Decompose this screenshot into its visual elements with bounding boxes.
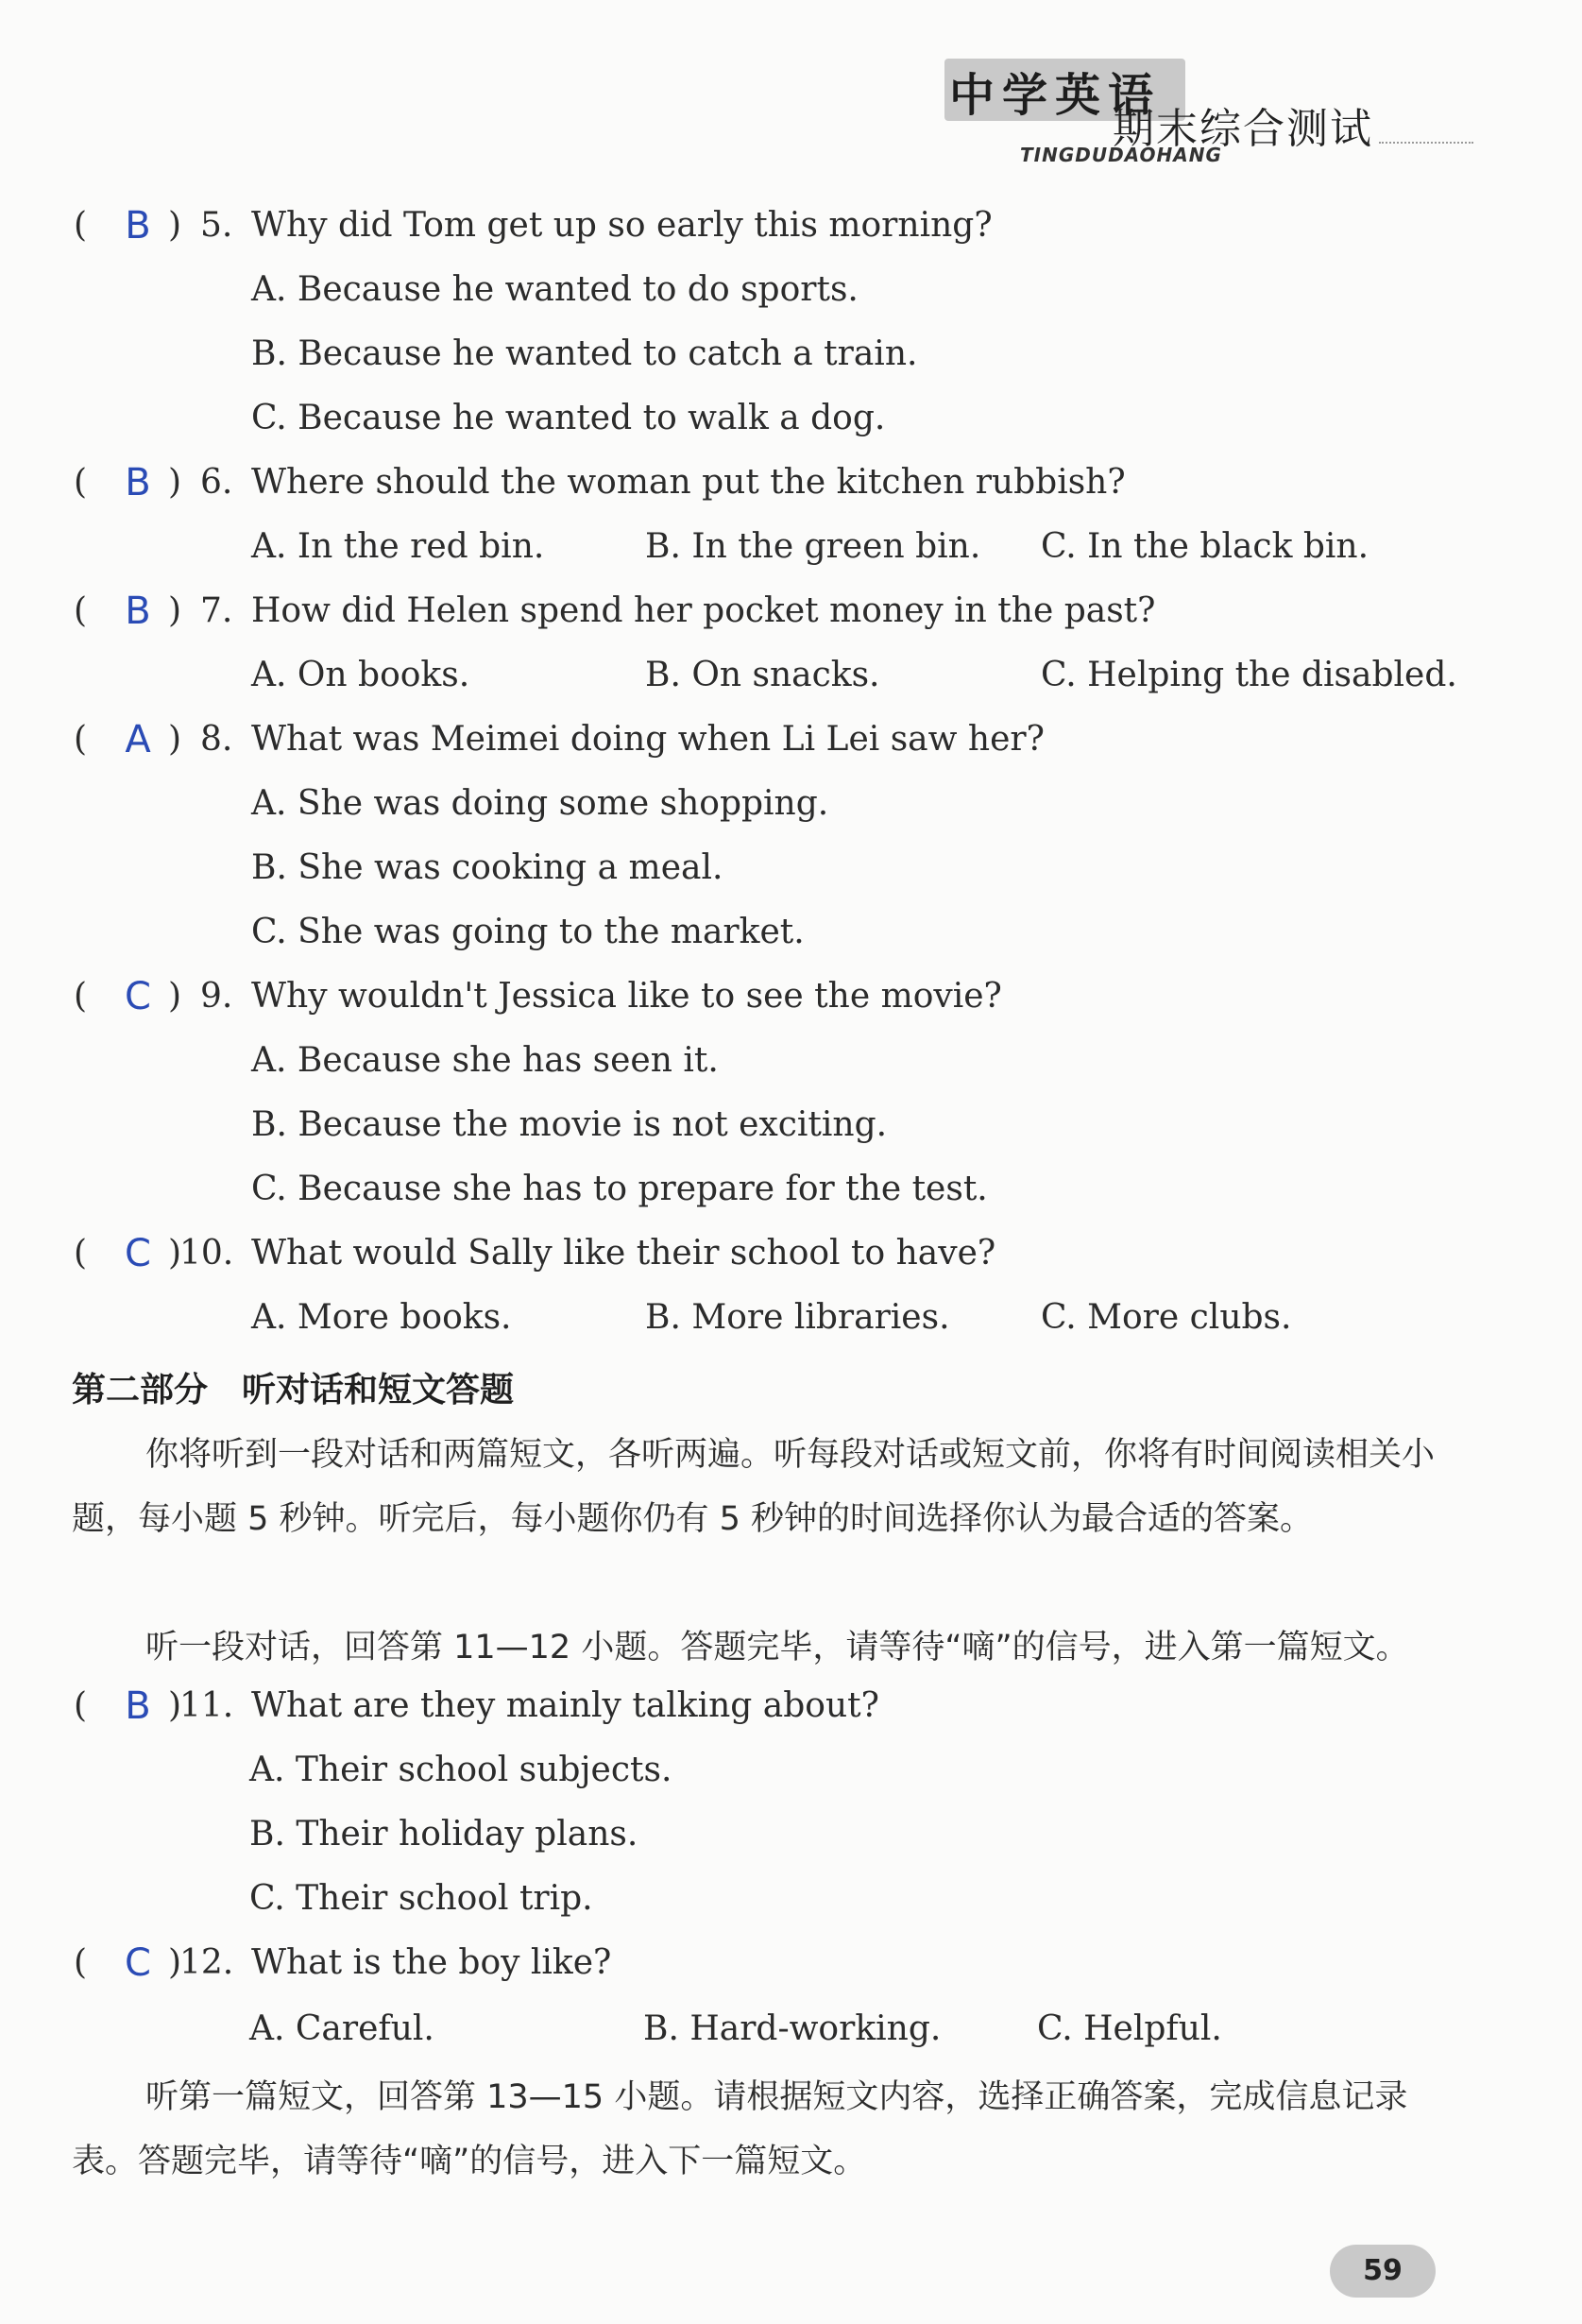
option-c: C. Helping the disabled. xyxy=(1041,656,1457,694)
question-number: 10. xyxy=(179,1234,234,1273)
question-text: Why did Tom get up so early this morning? xyxy=(251,206,993,245)
dialog-instruction: 听一段对话，回答第 11—12 小题。答题完毕，请等待“嘀”的信号，进入第一篇短文。 xyxy=(145,1629,1409,1666)
answer-mark: A xyxy=(125,718,151,761)
header-pinyin: TINGDUDAOHANG xyxy=(1020,144,1222,166)
question-text: Where should the woman put the kitchen rubbish? xyxy=(251,463,1126,502)
question-number: 7. xyxy=(200,591,233,630)
option-c: C. More clubs. xyxy=(1041,1298,1292,1337)
question-text: How did Helen spend her pocket money in the past? xyxy=(251,591,1156,630)
option-c: C. She was going to the market. xyxy=(251,913,805,951)
page-number: 59 xyxy=(1363,2254,1403,2287)
answer-mark: B xyxy=(125,590,151,633)
question-number: 9. xyxy=(200,977,233,1016)
option-b: B. Because he wanted to catch a train. xyxy=(251,334,918,373)
header-subtitle: 期末综合测试 xyxy=(1113,105,1373,153)
option-a: A. Careful. xyxy=(249,2009,434,2048)
option-c: C. Helpful. xyxy=(1037,2009,1222,2048)
option-b: B. In the green bin. xyxy=(645,527,981,566)
option-a: A. Because he wanted to do sports. xyxy=(251,270,859,309)
section-title: 第二部分 听对话和短文答题 xyxy=(72,1371,515,1410)
question-text: What was Meimei doing when Li Lei saw her? xyxy=(251,720,1045,759)
passage-instruction: 听第一篇短文，回答第 13—15 小题。请根据短文内容，选择正确答案，完成信息记录表。答题完毕，请等待“嘀”的信号，进入下一篇短文。 xyxy=(72,2078,1408,2180)
answer-mark: B xyxy=(125,461,151,504)
question-number: 8. xyxy=(200,720,233,759)
option-c: C. In the black bin. xyxy=(1041,527,1369,566)
option-c: C. Because she has to prepare for the test. xyxy=(251,1170,988,1208)
option-b: B. On snacks. xyxy=(645,656,880,694)
question-text: What would Sally like their school to have? xyxy=(251,1234,996,1273)
question-text: Why wouldn't Jessica like to see the movie? xyxy=(251,977,1002,1016)
question-text: What is the boy like? xyxy=(251,1943,612,1982)
question-text: What are they mainly talking about? xyxy=(251,1686,879,1725)
option-a: A. Their school subjects. xyxy=(249,1751,672,1789)
answer-mark: C xyxy=(125,975,151,1018)
answer-mark: C xyxy=(125,1232,151,1275)
option-c: C. Because he wanted to walk a dog. xyxy=(251,399,886,437)
option-a: A. She was doing some shopping. xyxy=(251,784,829,823)
header-dotted-line xyxy=(1379,142,1473,144)
option-b: B. Because the movie is not exciting. xyxy=(251,1105,888,1144)
option-b: B. More libraries. xyxy=(645,1298,950,1337)
option-c: C. Their school trip. xyxy=(249,1879,593,1918)
question-number: 11. xyxy=(179,1686,234,1725)
answer-mark: B xyxy=(125,204,151,248)
option-a: A. In the red bin. xyxy=(251,527,545,566)
option-b: B. Their holiday plans. xyxy=(249,1815,638,1854)
section-intro: 你将听到一段对话和两篇短文，各听两遍。听每段对话或短文前，你将有时间阅读相关小题，每小题 5 秒钟。听完后，每小题你仍有 5 秒钟的时间选择你认为最合适的答案。 xyxy=(72,1436,1436,1538)
question-number: 6. xyxy=(200,463,233,502)
workbook-page: 中学英语 期末综合测试 TINGDUDAOHANG ( B ) 5. Why did Tom get up so early this morning? A. Because he wanted to do sports. B. Because he wanted to catch a train. C. Because he wanted to walk a dog. ( B ) 6. Where should the woman put the kitchen rubbish? A. In the red bin. B. In the green bin. C. In the black bin. ( B ) 7. How did Helen spend her pocket money in the past? A. On books. B. On snacks. C. Helping the disabled. ( A ) 8. What was Meimei doing when Li Lei saw her? A. She was doing some shopping. B. She was cooking a meal. C. She was going to the market. ( C ) 9. Why wouldn't Jessica like to see the movie? A. Because she has seen it. B. Because the movie is not exciting. C. Because she has to prepare for the test. ( C ) 10. What would Sally like their school to have? A. More books. B. More libraries. C. More clubs. 第二部分 听对话和短文答题 你将听到一段对话和两篇短文，各听两遍。听每段对话或短文前，你将有时间阅读相关小题，每小题 5 秒钟。听完后，每小题你仍有 5 秒钟的时间选择你认为最合适的答案。 听一段对话，回答第 11—12 小题。答题完毕，请等待“嘀”的信号，进入第一篇短文。 ( B ) 11. What are they mainly talking about? A. Their school subjects. B. Their holiday plans. C. Their school trip. ( C ) 12. What is the boy like? A. Careful. B. Hard-working. C. Helpful. 听第一篇短文，回答第 13—15 小题。请根据短文内容，选择正确答案，完成信息记录表。答题完毕，请等待“嘀”的信号，进入下一篇短文。 59 xyxy=(0,0,1582,2324)
option-b: B. Hard-working. xyxy=(643,2009,942,2048)
option-a: A. Because she has seen it. xyxy=(251,1041,719,1080)
question-number: 12. xyxy=(179,1943,234,1982)
option-b: B. She was cooking a meal. xyxy=(251,848,723,887)
option-a: A. More books. xyxy=(251,1298,512,1337)
answer-mark: C xyxy=(125,1941,151,1985)
header-title: 中学英语 xyxy=(949,69,1162,122)
question-number: 5. xyxy=(200,206,233,245)
option-a: A. On books. xyxy=(251,656,470,694)
answer-mark: B xyxy=(125,1684,151,1728)
